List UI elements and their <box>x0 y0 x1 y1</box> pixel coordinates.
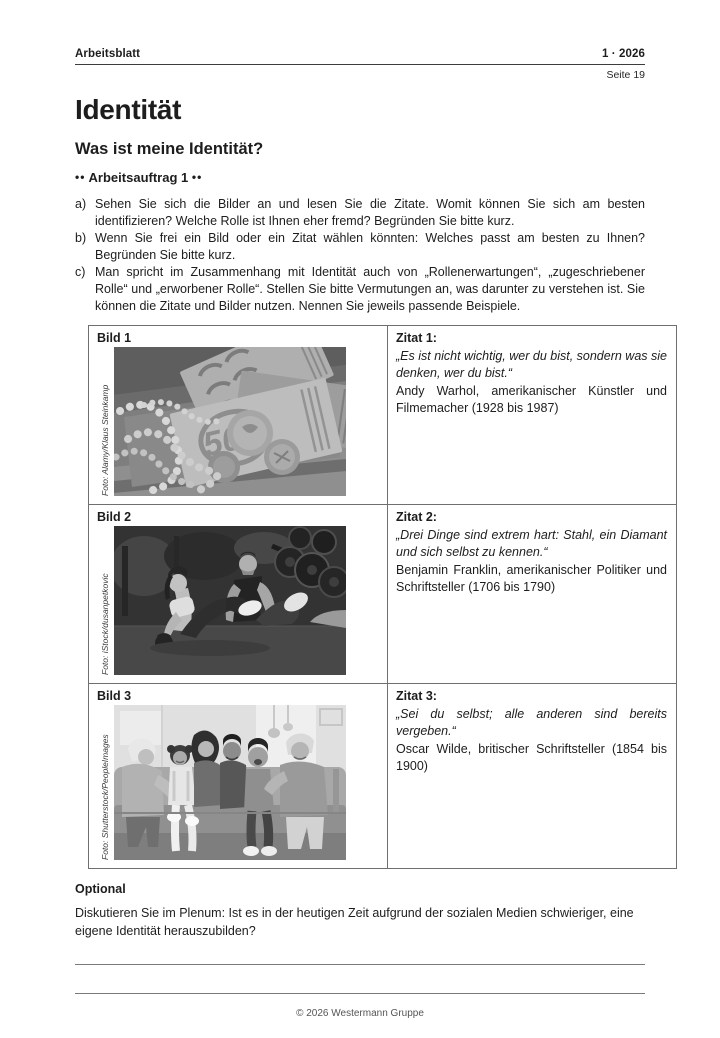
page-title: Identität <box>75 94 182 125</box>
image-label: Bild 3 <box>97 689 132 704</box>
task-text: Sehen Sie sich die Bilder an und lesen Sie die Zitate. Womit können Sie sich am besten identifizieren? Welche Rolle ist Ihnen eher fremd? Begründen Sie bitte kurz. <box>95 197 645 229</box>
image-label: Bild 2 <box>97 510 132 525</box>
table-row <box>89 326 677 505</box>
task-heading <box>75 170 645 185</box>
bullet-decoration-right: •• <box>191 170 203 185</box>
task-item-b <box>75 230 645 264</box>
task-item-c <box>75 264 645 315</box>
quote-label: Zitat 3: <box>396 689 437 704</box>
divider-line-top <box>75 964 645 965</box>
table-row <box>89 684 677 869</box>
bullet-decoration-left: •• <box>75 170 86 185</box>
quote-cell-zitat-3 <box>388 684 677 869</box>
doc-type-label: Arbeitsblatt <box>75 48 141 60</box>
photo-credit: Foto: iStock/dusanpetkovic <box>100 573 110 676</box>
divider-line-bottom <box>75 993 645 994</box>
photo-gym-couple-workout <box>114 526 346 675</box>
page-number: Seite 19 <box>606 69 645 81</box>
quote-cell-zitat-1 <box>388 326 677 505</box>
quote-label: Zitat 1: <box>396 331 437 346</box>
image-label: Bild 1 <box>97 331 132 346</box>
quote-text: „Es ist nicht wichtig, wer du bist, sondern was sie denken, wer du bist.“ <box>396 349 667 381</box>
image-cell-bild-2 <box>89 505 388 684</box>
issue-label: 1 · 2026 <box>602 48 645 60</box>
task-marker: a) <box>75 197 87 212</box>
quote-text: „Drei Dinge sind extrem hart: Stahl, ein Diamant und sich selbst zu kennen.“ <box>396 528 667 560</box>
quote-text: „Sei du selbst; alle anderen sind bereits vergeben.“ <box>396 707 667 739</box>
image-cell-bild-3 <box>89 684 388 869</box>
quote-attribution: Benjamin Franklin, amerikanischer Politiker und Schriftsteller (1706 bis 1790) <box>396 562 667 594</box>
photo-credit: Foto: Alamy/Klaus Steinkamp <box>100 385 110 497</box>
optional-text: Diskutieren Sie im Plenum: Ist es in der heutigen Zeit aufgrund der sozialen Medien schwieriger, eine eigene Identität herauszubilden? <box>75 906 634 939</box>
quote-label: Zitat 2: <box>396 510 437 525</box>
task-marker: b) <box>75 231 87 246</box>
page-subtitle: Was ist meine Identität? <box>75 140 264 159</box>
photo-money-pearls-coins <box>114 347 346 496</box>
photo-credit: Foto: Shutterstock/PeopleImages <box>100 734 110 861</box>
quote-attribution: Oscar Wilde, britischer Schriftsteller (1854 bis 1900) <box>396 741 667 773</box>
masthead <box>75 48 645 65</box>
task-item-a <box>75 196 645 230</box>
task-text: Man spricht im Zusammenhang mit Identität auch von „Rollenerwartungen“, „zugeschriebener Rolle“ und „erworbener Rolle“. Stellen Sie bitte Vermutungen an, was darunter zu verstehen ist. Sie können die Zitate und Bilder nutzen. Nennen Sie jeweils passende Beispiele. <box>95 265 645 314</box>
optional-heading: Optional <box>75 882 126 897</box>
quote-cell-zitat-2 <box>388 505 677 684</box>
table-row <box>89 505 677 684</box>
task-heading-label: Arbeitsauftrag 1 <box>88 170 189 186</box>
task-text: Wenn Sie frei ein Bild oder ein Zitat wählen könnten: Welches passt am besten zu Ihnen? Begründen Sie bitte kurz. <box>95 231 645 263</box>
task-list <box>75 196 645 315</box>
photo-family-on-sofa <box>114 705 346 860</box>
task-marker: c) <box>75 265 86 280</box>
picture-quote-table <box>88 325 677 869</box>
copyright-notice: © 2026 Westermann Gruppe <box>296 1008 424 1020</box>
quote-attribution: Andy Warhol, amerikanischer Künstler und Filmemacher (1928 bis 1987) <box>396 383 667 415</box>
image-cell-bild-1 <box>89 326 388 505</box>
